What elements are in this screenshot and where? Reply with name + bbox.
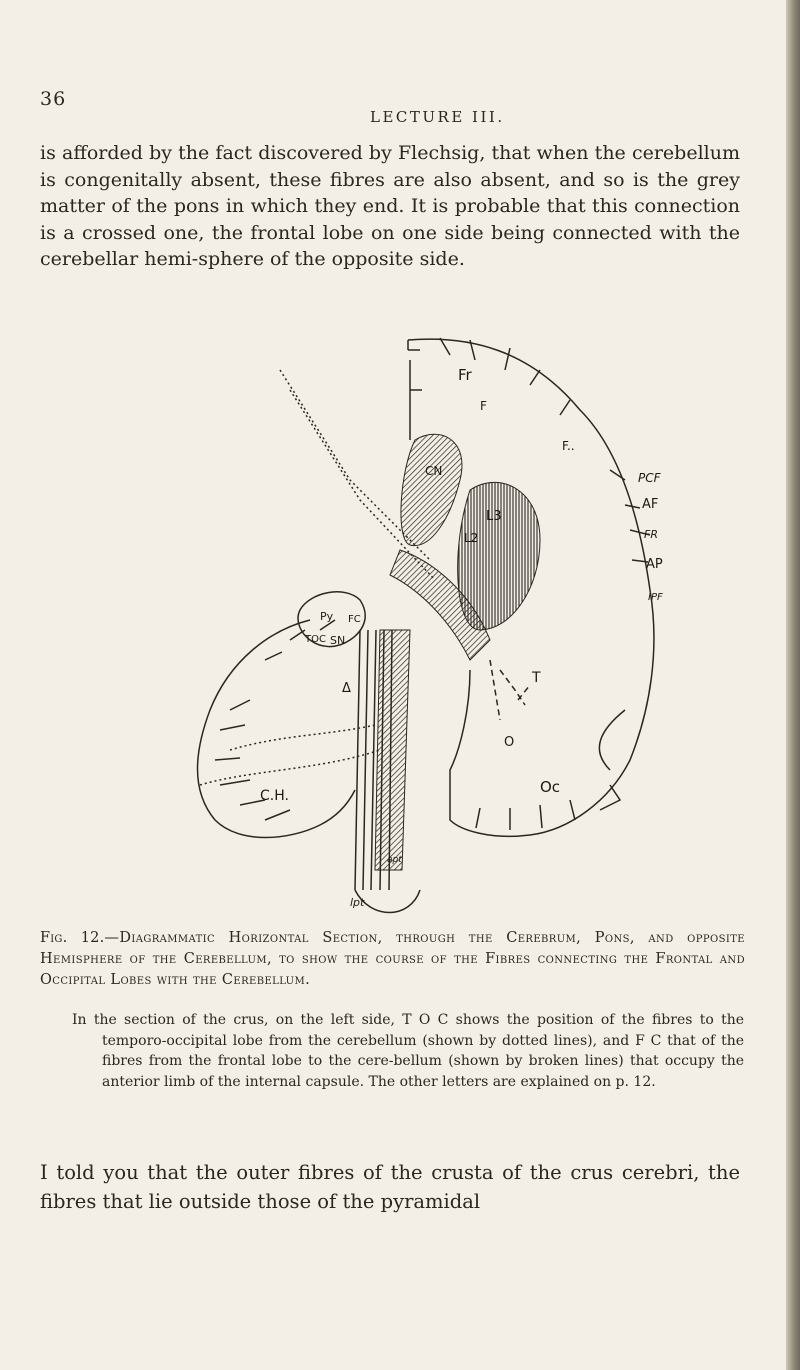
caudate-nucleus	[401, 434, 462, 545]
crus-fibres	[375, 630, 410, 870]
page-edge	[786, 0, 800, 1370]
label-t: T	[532, 670, 541, 686]
figure-caption	[40, 928, 745, 991]
label-fc: FC	[348, 614, 361, 625]
paragraph-1: is afforded by the fact discovered by Flechsig, that when the cerebellum is congenitally absent, these fibres are also absent, and so is the grey matter of the pons in which they end. It is probable that this connection is a crossed one, the frontal lobe on one side being connected with the cerebellar hemi-sphere of the opposite side.	[40, 142, 740, 270]
label-toc: TOC	[305, 634, 326, 645]
label-o: O	[504, 735, 515, 750]
label-cn: CN	[425, 464, 443, 478]
figure-brain-section	[170, 330, 690, 920]
caption-title: —Diagrammatic Horizontal Section, through the Cerebrum, Pons, and opposite Hemisphere of the Cerebellum, to show the course of the Fibres connecting the Frontal and Occipital Lobes with the Cerebellum.	[40, 930, 745, 988]
label-f2: F..	[562, 439, 575, 453]
label-lpt: lpt	[350, 896, 365, 909]
label-f: F	[480, 399, 487, 413]
label-apt: apt	[387, 855, 402, 865]
label-ap: AP	[646, 557, 663, 572]
left-lobe-outline	[198, 620, 356, 838]
label-fr: Fr	[458, 366, 472, 384]
label-pcf: PCF	[638, 471, 661, 485]
figure-svg	[170, 330, 690, 920]
label-oc: Oc	[540, 778, 561, 796]
caption-fig-num: Fig. 12.	[40, 930, 105, 946]
running-head: LECTURE III.	[370, 108, 505, 126]
paragraph-2: I told you that the outer fibres of the crusta of the crus cerebri, the fibres that lie outside those of the pyramidal	[40, 1161, 740, 1213]
label-delta: Δ	[342, 681, 351, 696]
label-ipf: IPF	[648, 592, 663, 603]
label-af: AF	[642, 497, 659, 512]
label-fr2: FR	[644, 528, 658, 541]
label-py: Py	[320, 610, 334, 623]
label-sn: SN	[330, 634, 346, 647]
label-l3: L3	[486, 509, 502, 524]
page-number: 36	[40, 88, 67, 110]
label-l2: L2	[464, 531, 479, 545]
label-ch: C.H.	[260, 788, 289, 804]
figure-explanation: In the section of the crus, on the left side, T O C shows the position of the fibres to the temporo-occipital lobe from the cerebellum (shown by dotted lines), and F C that of the fibres from the frontal lobe to the cere-bellum (shown by broken lines) that occupy the anterior limb of the internal capsule. The other letters are explained on p. 12.	[72, 1012, 744, 1090]
